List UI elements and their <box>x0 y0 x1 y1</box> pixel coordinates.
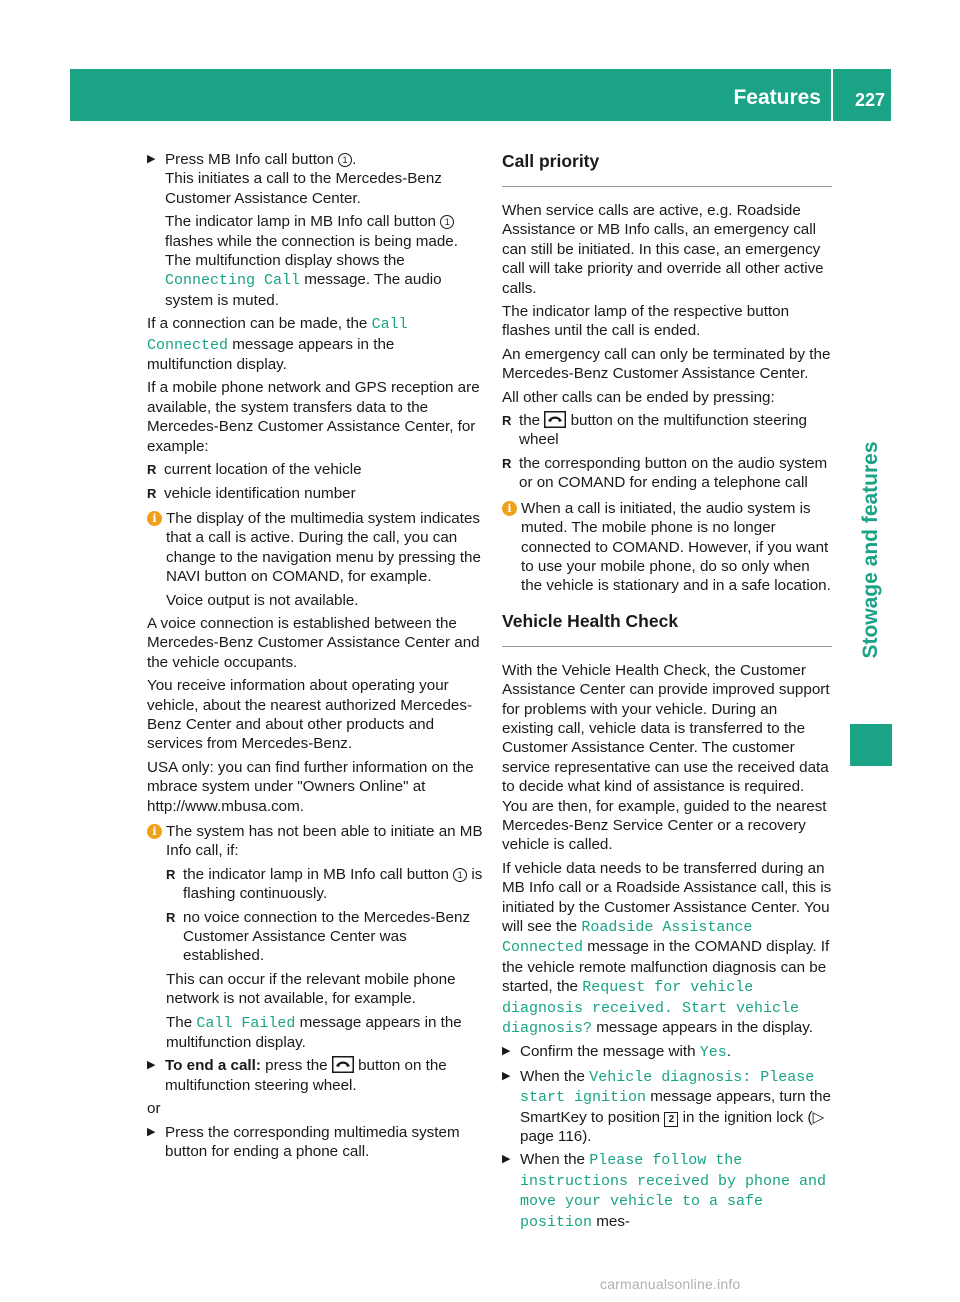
paragraph: An emergency call can only be terminated by the Mercedes-Benz Customer Assistance Center. <box>502 345 831 383</box>
page-number: 227 <box>854 90 885 110</box>
heading-divider <box>502 646 832 647</box>
paragraph: A voice connection is established between the Mercedes-Benz Customer Assistance Center and the vehicle occupants. <box>147 614 480 671</box>
watermark: carmanualsonline.info <box>600 1276 741 1292</box>
header-bar <box>70 69 891 121</box>
info-note: i The system has not been able to initiate an MB Info call, if: R the indicator lamp in MB Info call button 1 is flashing continuously. R no voice connection to the Mercedes-Benz Customer Assistance Center was established. This can occur if the relevant mobile phone network is not available, for example. The Call Failed message appears in the multifunction display. <box>147 822 483 1052</box>
step-arrow-icon: ▶ <box>502 1153 511 1166</box>
key-position-icon: 2 <box>664 1112 678 1127</box>
step-press-call-button: ▶ Press MB Info call button 1 . This initiates a call to the Mercedes-Benz Customer Assistance Center. The indicator lamp in MB Info call button 1 flashes while the connection is being made. The multifunction display shows the Connecting Call message. The audio system is muted. <box>147 151 458 309</box>
list-item: R current location of the vehicle <box>147 461 362 479</box>
info-icon: i <box>147 511 162 526</box>
step-start-ignition: ▶ When the Vehicle diagnosis: Please start ignition message appears, turn the SmartKey to position 2 in the ignition lock (▷ page 116). <box>502 1067 831 1146</box>
paragraph: USA only: you can find further information on the mbrace system under "Owners Online" at http://www.mbusa.com. <box>147 758 474 815</box>
step-arrow-icon: ▶ <box>502 1069 511 1082</box>
callout-1-icon: 1 <box>338 153 352 167</box>
list-item: R the indicator lamp in MB Info call button 1 is flashing continuously. <box>166 865 483 903</box>
list-item: R the button on the multifunction steering wheel <box>502 412 807 449</box>
display-message: Call Failed <box>196 1014 296 1032</box>
paragraph: You receive information about operating your vehicle, about the nearest authorized Mercedes-Benz Center and about other products and services from Mercedes-Benz. <box>147 677 473 753</box>
display-message: Call Connected <box>147 316 408 354</box>
display-message: Roadside Assistance Connected <box>502 919 753 957</box>
list-item: R vehicle identification number <box>147 484 356 502</box>
hang-up-phone-icon <box>332 1056 354 1073</box>
header-separator <box>831 69 833 121</box>
paragraph: When service calls are active, e.g. Roadside Assistance or MB Info calls, an emergency call can still be initiated. In this case, an emergency call will take priority and override all other active calls. <box>502 202 824 297</box>
info-note: i The display of the multimedia system indicates that a call is active. During the call, you can change to the navigation menu by pressing the NAVI button on COMAND, for example. Voice output is not available. <box>147 509 483 610</box>
display-message: Please follow the instructions received by phone and move your vehicle to a safe position <box>520 1152 827 1231</box>
display-message: Connecting Call <box>165 272 301 290</box>
right-column <box>502 150 832 1236</box>
left-column <box>147 150 483 1166</box>
side-tab <box>850 400 892 700</box>
chapter-marker <box>850 724 892 766</box>
step-confirm-message: ▶ Confirm the message with Yes. <box>502 1043 732 1062</box>
paragraph: If a connection can be made, the Call Connected message appears in the multifunction display. <box>147 315 408 374</box>
section-title: Features <box>733 86 821 109</box>
display-message: Request for vehicle diagnosis received. Start vehicle diagnosis? <box>502 979 800 1038</box>
info-note: i When a call is initiated, the audio system is muted. The mobile phone is no longer connected to COMAND. However, if you want to use your mobile phone, do so only when the vehicle is stationary and in a safe location. <box>502 499 832 596</box>
step-arrow-icon: ▶ <box>502 1045 511 1058</box>
or-text: or <box>147 1100 161 1118</box>
display-message: Yes <box>699 1044 727 1062</box>
display-message: Vehicle diagnosis: Please start ignition <box>520 1068 815 1107</box>
paragraph: If a mobile phone network and GPS reception are available, the system transfers data to the Mercedes-Benz Customer Assistance Center, for example: <box>147 379 480 455</box>
info-icon: i <box>147 824 162 839</box>
step-end-call: ▶ To end a call: press the button on the multifunction steering wheel. <box>147 1057 447 1094</box>
paragraph: All other calls can be ended by pressing: <box>502 388 775 406</box>
step-arrow-icon: ▶ <box>147 1059 156 1072</box>
page-ref-icon: ▷ <box>812 1108 825 1126</box>
callout-1-icon: 1 <box>440 215 454 229</box>
callout-1-icon: 1 <box>453 868 467 882</box>
step-arrow-icon: ▶ <box>147 153 156 165</box>
heading-call-priority: Call priority <box>502 151 600 171</box>
paragraph: With the Vehicle Health Check, the Customer Assistance Center can provide improved support for problems with your vehicle. During an existing call, vehicle data is transferred to the Customer Assistance Center. The customer service representative can use the received data to decide what kind of assistance is required. You are then, for example, guided to the nearest Mercedes-Benz Service Center or a recovery vehicle is called. <box>502 661 830 854</box>
paragraph: The indicator lamp of the respective button flashes until the call is ended. <box>502 303 790 340</box>
chapter-label: Stowage and features <box>859 441 882 659</box>
step-follow-instructions: ▶ When the Please follow the instructions received by phone and move your vehicle to a safe position mes- <box>502 1151 827 1231</box>
step-multimedia-button: ▶ Press the corresponding multimedia system button for ending a phone call. <box>147 1123 460 1161</box>
paragraph: If vehicle data needs to be transferred during an MB Info call or a Roadside Assistance call, this is initiated by the Customer Assistance Center. You will see the Roadside Assistance Connected message in the COMAND display. If the vehicle remote malfunction diagnosis can be started, the Request for vehicle diagnosis received. Start vehicle diagnosis? message appears in the display. <box>502 859 832 1038</box>
info-icon: i <box>502 501 517 516</box>
step-arrow-icon: ▶ <box>147 1125 156 1138</box>
heading-vehicle-health-check: Vehicle Health Check <box>502 610 679 631</box>
heading-divider <box>502 186 832 187</box>
list-item: R no voice connection to the Mercedes-Benz Customer Assistance Center was established. <box>166 908 471 965</box>
hang-up-phone-icon <box>544 411 566 428</box>
list-item: R the corresponding button on the audio system or on COMAND for ending a telephone call <box>502 454 828 492</box>
